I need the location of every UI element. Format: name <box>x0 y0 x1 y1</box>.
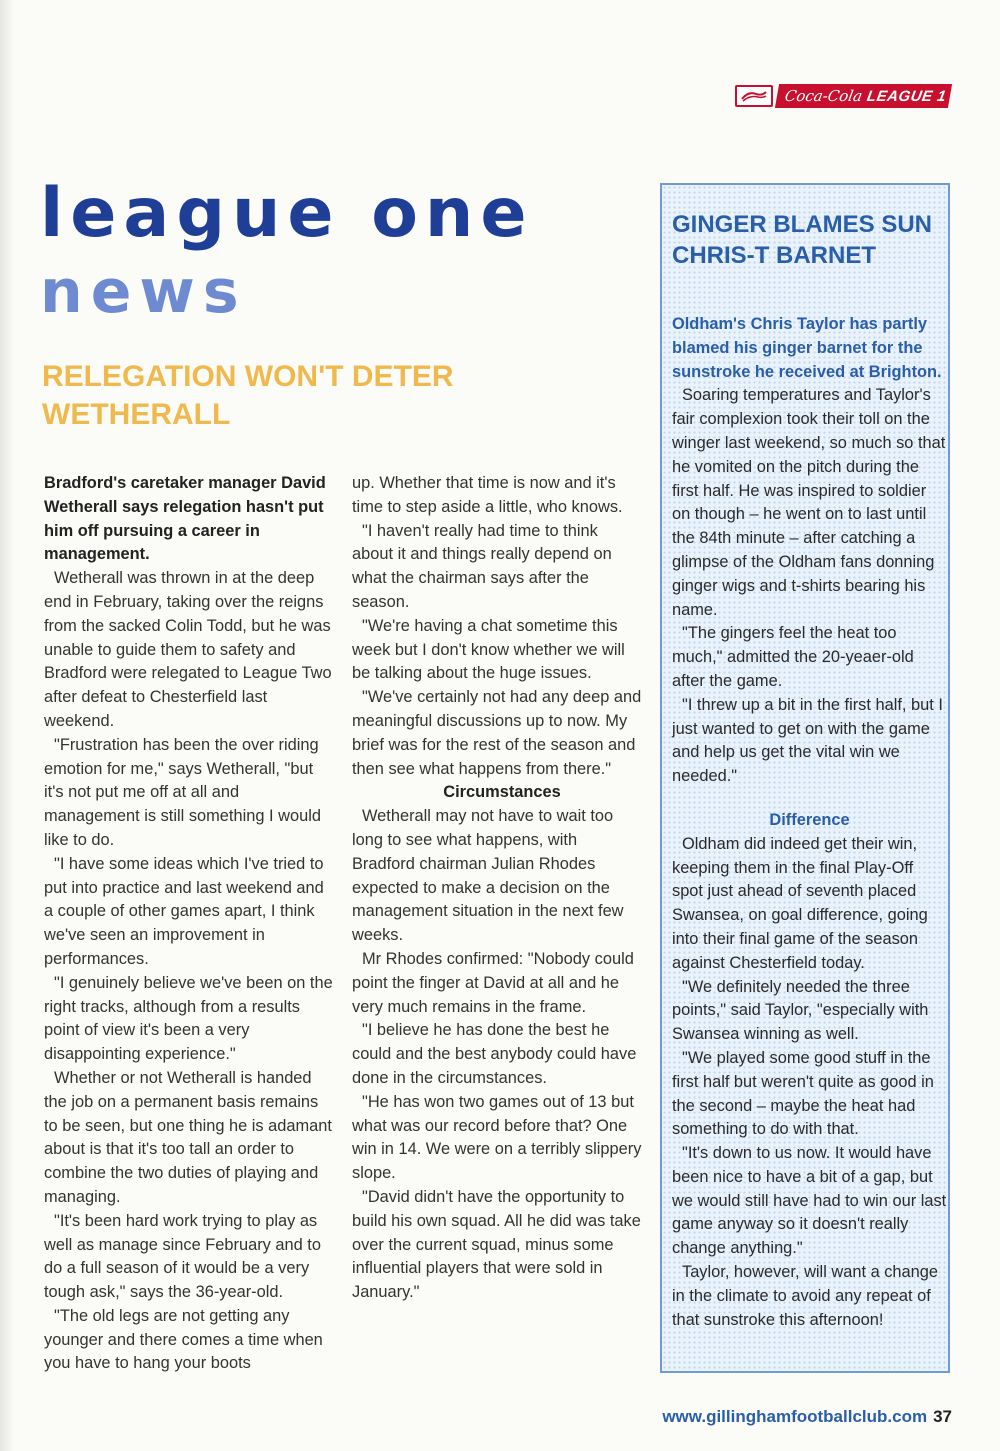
sidebar-paragraph: "We played some good stuff in the first half but weren't quite as good in the second – maybe the heat had something to do with that. <box>672 1048 934 1139</box>
sidebar-paragraph: Taylor, however, will want a change in the climate to avoid any repeat of that sunstroke this afternoon! <box>672 1263 939 1329</box>
article-paragraph: "The old legs are not getting any younger and there comes a time when you have to hang your boots <box>44 1306 323 1373</box>
article-paragraph: "I believe he has done the best he could and the best anybody could have done in the circumstances. <box>352 1021 637 1087</box>
page-binding-shadow <box>0 0 14 1451</box>
league-label: LEAGUE 1 <box>865 87 948 105</box>
page-number: 37 <box>933 1407 952 1426</box>
article-paragraph: "I have some ideas which I've tried to put into practice and last weekend and a couple of other games apart, I think we've seen an improvement in performances. <box>44 854 324 968</box>
masthead-subtitle: news <box>40 257 247 327</box>
sidebar-paragraph: Soaring temperatures and Taylor's fair complexion took their toll on the winger last weekend, so much so that he vomited on the pitch during the first half. He was inspired to soldier on though – he went on to last until the 84th minute – after catching a glimpse of the Oldham fans donning ginger wigs and t-shirts bearing his name. <box>672 386 946 619</box>
article-column-1 <box>44 472 334 1376</box>
league-banner <box>775 84 952 108</box>
league-one-badge <box>735 82 950 110</box>
football-logo-icon <box>735 85 773 107</box>
sidebar-body <box>672 313 947 1332</box>
sidebar-paragraph: "It's down to us now. It would have been nice to have a bit of a gap, but we would still have had to win our last game anyway so it doesn't really change anything." <box>672 1144 947 1258</box>
website-url: www.gillinghamfootballclub.com <box>662 1407 928 1426</box>
section-masthead <box>40 174 534 328</box>
article-paragraph: Wetherall was thrown in at the deep end in February, taking over the reigns from the sacked Colin Todd, but he was unable to guide them to safety and Bradford were relegated to League Two after defeat to Chesterfield last weekend. <box>44 569 332 730</box>
article-paragraph: "I genuinely believe we've been on the right tracks, although from a results point of view it's been a very disappointing experience." <box>44 973 333 1064</box>
article-paragraph: "It's been hard work trying to play as well as manage since February and to do a full season of it would be a very tough ask," says the 36-year-old. <box>44 1211 321 1302</box>
article-lede: Bradford's caretaker manager David Wetherall says relegation hasn't put him off pursuing a career in management. <box>44 474 326 564</box>
article-paragraph: "David didn't have the opportunity to build his own squad. All he did was take over the current squad, minus some influential players that were sold in January." <box>352 1187 641 1302</box>
sidebar-paragraph: "The gingers feel the heat too much," admitted the 20-yeaer-old after the game. <box>672 624 914 690</box>
page-footer <box>662 1407 952 1427</box>
article-paragraph: "Frustration has been the over riding emotion for me," says Wetherall, "but it's not put me off at all and management is still something I would like to do. <box>44 735 321 849</box>
sidebar-paragraph: "I threw up a bit in the first half, but I just wanted to get on with the game and help us get the vital win we needed." <box>672 695 943 786</box>
article-paragraph: "I haven't really had time to think about it and things really depend on what the chairman says after the season. <box>352 521 612 611</box>
article-paragraph: "We're having a chat sometime this week but I don't know whether we will be talking about the huge issues. <box>352 616 625 683</box>
sidebar-subheading: Difference <box>769 810 850 829</box>
sidebar-headline: GINGER BLAMES SUN CHRIS-T BARNET <box>672 211 933 269</box>
sidebar-paragraph: "We definitely needed the three points," said Taylor, "especially with Swansea winning as well. <box>672 977 929 1044</box>
masthead-title: league one <box>40 174 534 253</box>
article-headline: RELEGATION WON'T DETER WETHERALL <box>42 360 454 431</box>
article-paragraph: "He has won two games out of 13 but what was our record before that? One win in 14. We were on a terribly slippery slope. <box>352 1092 642 1183</box>
article-paragraph: "We've certainly not had any deep and meaningful discussions up to now. My brief was for the rest of the season and then see what happens from there." <box>352 688 642 778</box>
sidebar-paragraph: Oldham did indeed get their win, keeping them in the final Play-Off spot just ahead of seventh placed Swansea, on goal difference, going into their final game of the season against Chesterfield today. <box>672 834 928 972</box>
article-column-2 <box>352 472 642 1305</box>
article-paragraph: Wetherall may not have to wait too long to see what happens, with Bradford chairman Julian Rhodes expected to make a decision on the management situation in the next few weeks. <box>352 807 624 945</box>
article-paragraph: up. Whether that time is now and it's time to step aside a little, who knows. <box>352 474 623 516</box>
article-paragraph: Mr Rhodes confirmed: "Nobody could point the finger at David at all and he very much remains in the frame. <box>352 949 634 1016</box>
article-subheading: Circumstances <box>443 783 561 802</box>
sidebar-lede: Oldham's Chris Taylor has partly blamed his ginger barnet for the sunstroke he received at Brighton. <box>672 315 942 381</box>
sidebar-story-box <box>660 183 950 1373</box>
sponsor-logo: Coca-Cola <box>783 87 864 105</box>
article-paragraph: Whether or not Wetherall is handed the job on a permanent basis remains to be seen, but one thing he is adamant about is that it's too tall an order to combine the two duties of playing and managing. <box>44 1068 332 1206</box>
